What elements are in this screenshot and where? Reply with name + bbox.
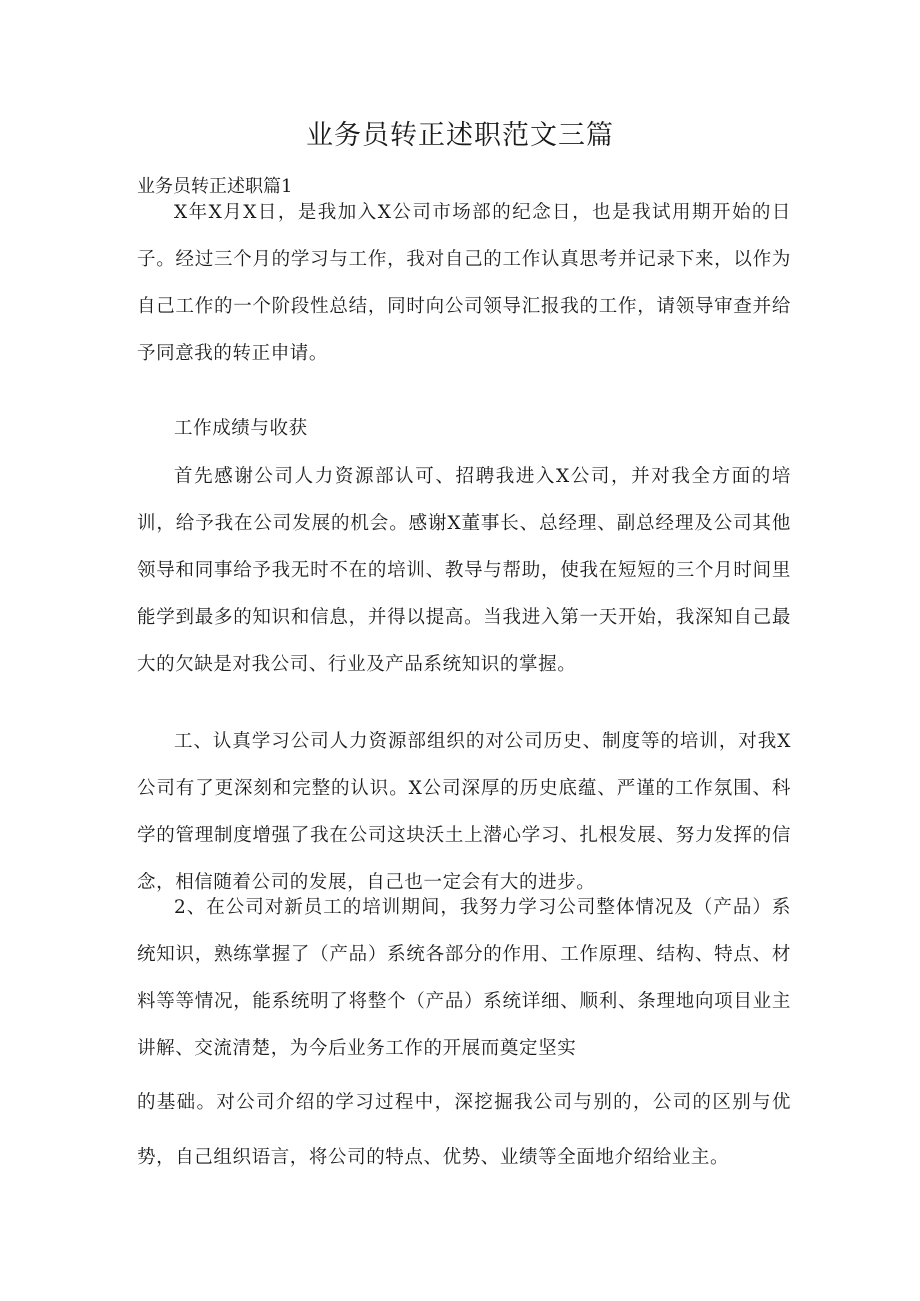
paragraph-thanks: 首先感谢公司人力资源部认可、招聘我进入X公司，并对我全方面的培训，给予我在公司发展的机会。感谢X董事长、总经理、副总经理及公司其他领导和同事给予我无时不在的培训、教导与帮助，使我在短短的三个月时间里能学到最多的知识和信息，并得以提高。当我进入第一天开始，我深知自己最大的欠缺是对我公司、行业及产品系统知识的掌握。	[137, 466, 791, 675]
paragraph-item-1: 工、认真学习公司人力资源部组织的对公司历史、制度等的培训，对我X公司有了更深刻和完整的认识。X公司深厚的历史底蕴、严谨的工作氛围、科学的管理制度增强了我在公司这块沃土上潜心学习、扎根发展、努力发挥的信念，相信随着公司的发展，自己也一定会有大的进步。	[137, 731, 791, 893]
paragraph-item-2: 2、在公司对新员工的培训期间，我努力学习公司整体情况及（产品）系统知识，熟练掌握了（产品）系统各部分的作用、工作原理、结构、特点、材料等等情况，能系统明了将整个（产品）系统详细、顺利、条理地向项目业主讲解、交流清楚，为今后业务工作的开展而奠定坚实	[137, 897, 791, 1059]
document-title: 业务员转正述职范文三篇	[306, 120, 614, 151]
section-heading: 工作成绩与收获	[174, 418, 308, 439]
paragraph-intro: X年X月X日，是我加入X公司市场部的纪念日，也是我试用期开始的日子。经过三个月的学习与工作，我对自己的工作认真思考并记录下来，以作为自己工作的一个阶段性总结，同时向公司领导汇报我的工作，请领导审查并给予同意我的转正申请。	[137, 202, 791, 364]
section-subtitle: 业务员转正述职篇1	[137, 176, 293, 197]
paragraph-continuation: 的基础。对公司介绍的学习过程中，深挖掘我公司与别的，公司的区别与优势，自己组织语言，将公司的特点、优势、业绩等全面地介绍给业主。	[137, 1092, 791, 1168]
